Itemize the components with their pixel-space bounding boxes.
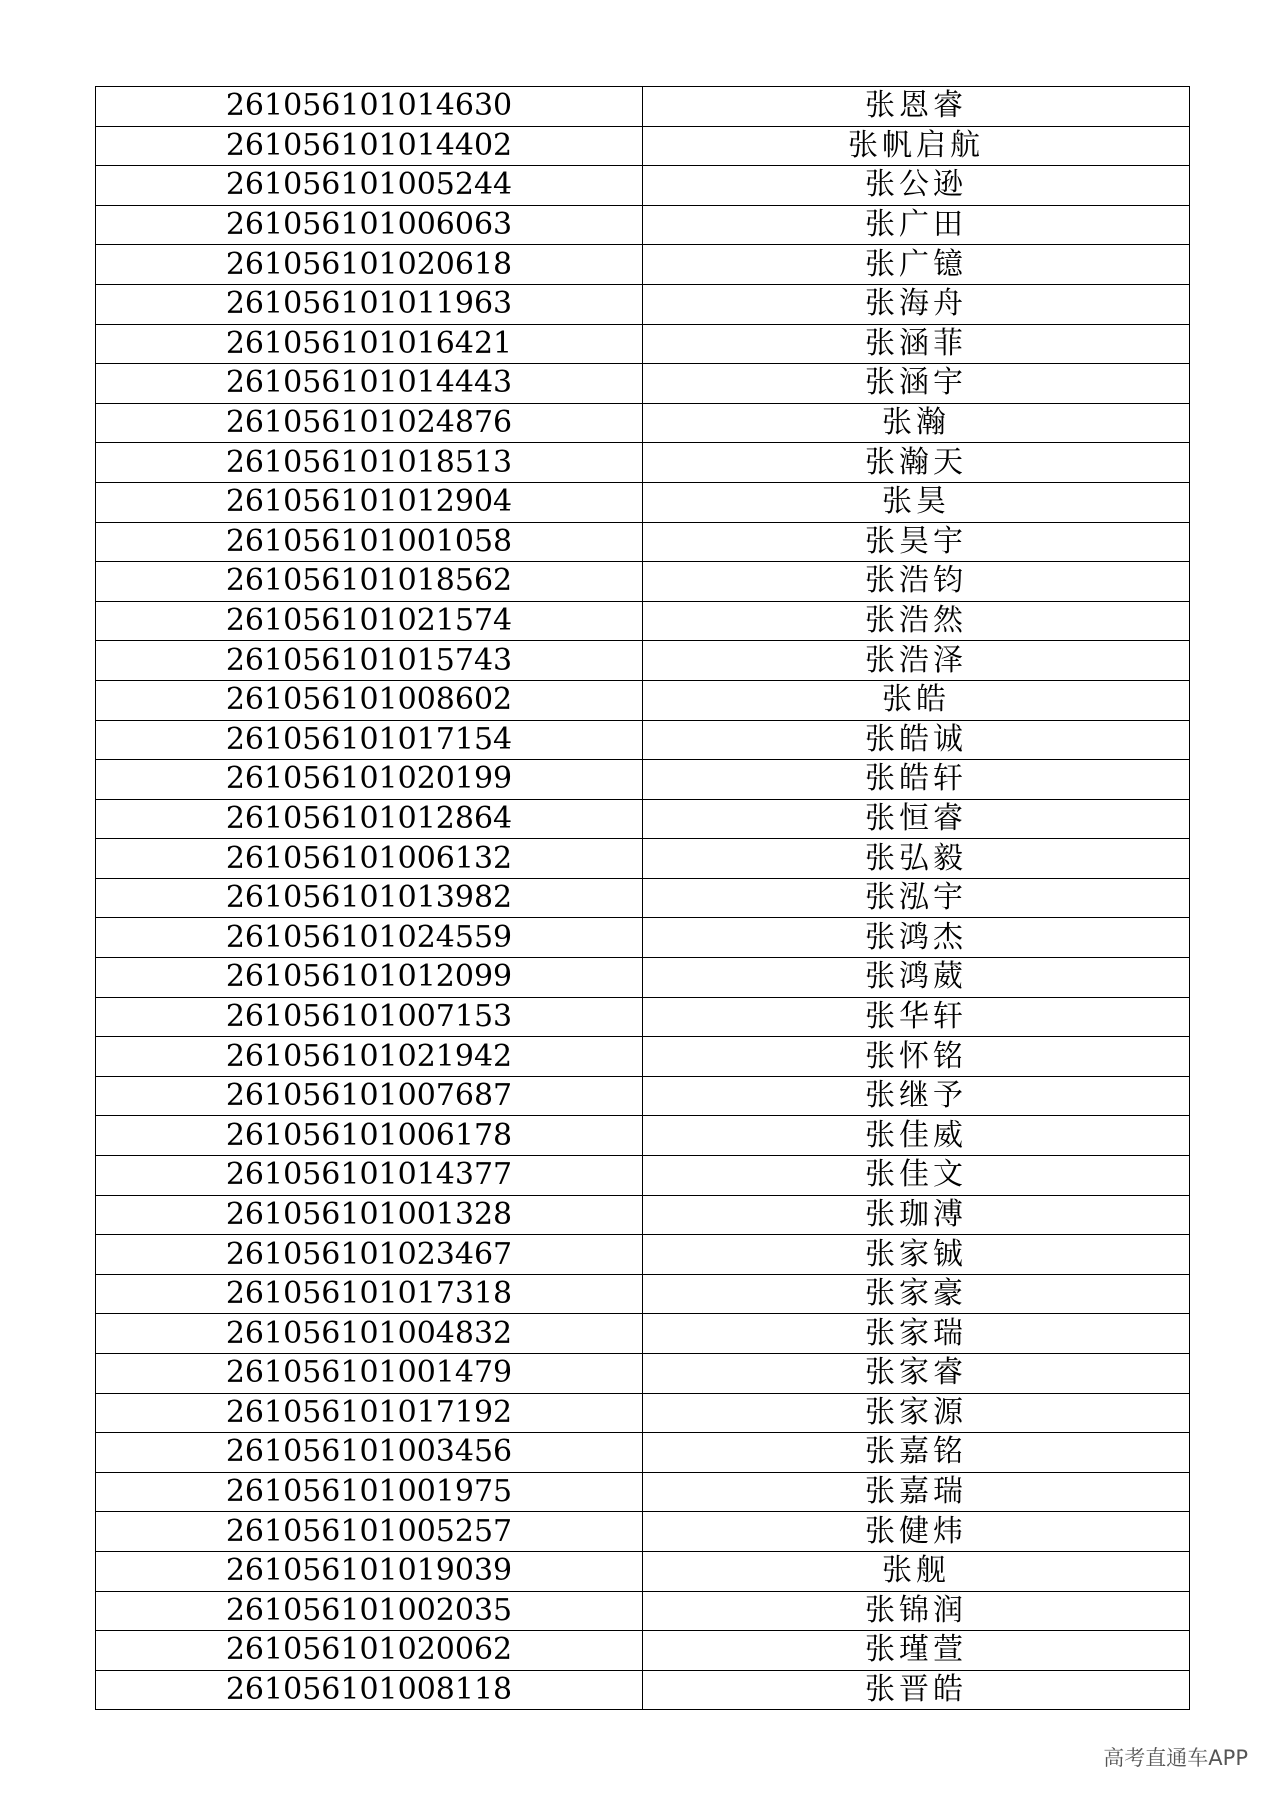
- table-row: [96, 324, 1190, 364]
- candidate-name-cell: 张皓: [643, 680, 1190, 720]
- candidate-id-cell: 261056101017154: [96, 720, 643, 760]
- candidate-id-cell: 261056101021574: [96, 601, 643, 641]
- candidate-id-cell: 261056101014443: [96, 364, 643, 404]
- candidate-name-cell: 张家源: [643, 1393, 1190, 1433]
- candidate-name-cell: 张家睿: [643, 1354, 1190, 1394]
- table-row: [96, 958, 1190, 998]
- table-row: [96, 364, 1190, 404]
- candidate-name-cell: 张帆启航: [643, 126, 1190, 166]
- candidate-id-cell: 261056101011963: [96, 284, 643, 324]
- candidate-name-cell: 张嘉瑞: [643, 1472, 1190, 1512]
- roster-table: [95, 86, 1190, 1710]
- candidate-id-cell: 261056101024559: [96, 918, 643, 958]
- table-row: [96, 1314, 1190, 1354]
- candidate-name-cell: 张弘毅: [643, 839, 1190, 879]
- candidate-id-cell: 261056101001328: [96, 1195, 643, 1235]
- candidate-name-cell: 张瑾萱: [643, 1631, 1190, 1671]
- candidate-id-cell: 261056101013982: [96, 878, 643, 918]
- candidate-name-cell: 张晋皓: [643, 1670, 1190, 1710]
- table-row: [96, 760, 1190, 800]
- candidate-name-cell: 张瀚: [643, 403, 1190, 443]
- candidate-id-cell: 261056101004832: [96, 1314, 643, 1354]
- table-row: [96, 1116, 1190, 1156]
- candidate-id-cell: 261056101006178: [96, 1116, 643, 1156]
- candidate-id-cell: 261056101008602: [96, 680, 643, 720]
- table-row: [96, 1354, 1190, 1394]
- candidate-name-cell: 张鸿杰: [643, 918, 1190, 958]
- candidate-id-cell: 261056101006063: [96, 205, 643, 245]
- candidate-name-cell: 张舰: [643, 1551, 1190, 1591]
- candidate-id-cell: 261056101016421: [96, 324, 643, 364]
- candidate-name-cell: 张继予: [643, 1076, 1190, 1116]
- table-row: [96, 1551, 1190, 1591]
- roster-body: [96, 87, 1190, 1710]
- candidate-name-cell: 张泓宇: [643, 878, 1190, 918]
- candidate-name-cell: 张广田: [643, 205, 1190, 245]
- candidate-id-cell: 261056101005244: [96, 166, 643, 206]
- candidate-id-cell: 261056101015743: [96, 641, 643, 681]
- candidate-id-cell: 261056101019039: [96, 1551, 643, 1591]
- candidate-id-cell: 261056101007153: [96, 997, 643, 1037]
- table-row: [96, 1195, 1190, 1235]
- candidate-id-cell: 261056101001058: [96, 522, 643, 562]
- candidate-id-cell: 261056101006132: [96, 839, 643, 879]
- candidate-name-cell: 张皓诚: [643, 720, 1190, 760]
- table-row: [96, 641, 1190, 681]
- candidate-id-cell: 261056101014377: [96, 1156, 643, 1196]
- candidate-id-cell: 261056101001479: [96, 1354, 643, 1394]
- candidate-name-cell: 张浩钧: [643, 562, 1190, 602]
- table-row: [96, 1472, 1190, 1512]
- candidate-name-cell: 张昊宇: [643, 522, 1190, 562]
- candidate-id-cell: 261056101003456: [96, 1433, 643, 1473]
- candidate-id-cell: 261056101020062: [96, 1631, 643, 1671]
- table-row: [96, 482, 1190, 522]
- table-row: [96, 403, 1190, 443]
- candidate-name-cell: 张锦润: [643, 1591, 1190, 1631]
- table-row: [96, 522, 1190, 562]
- table-row: [96, 1512, 1190, 1552]
- table-row: [96, 878, 1190, 918]
- table-row: [96, 1670, 1190, 1710]
- candidate-name-cell: 张嘉铭: [643, 1433, 1190, 1473]
- candidate-id-cell: 261056101021942: [96, 1037, 643, 1077]
- candidate-id-cell: 261056101018513: [96, 443, 643, 483]
- candidate-name-cell: 张佳威: [643, 1116, 1190, 1156]
- candidate-id-cell: 261056101012904: [96, 482, 643, 522]
- table-row: [96, 126, 1190, 166]
- table-row: [96, 1156, 1190, 1196]
- candidate-name-cell: 张海舟: [643, 284, 1190, 324]
- candidate-name-cell: 张家铖: [643, 1235, 1190, 1275]
- candidate-id-cell: 261056101017318: [96, 1274, 643, 1314]
- candidate-id-cell: 261056101012099: [96, 958, 643, 998]
- candidate-id-cell: 261056101007687: [96, 1076, 643, 1116]
- table-row: [96, 1591, 1190, 1631]
- table-row: [96, 601, 1190, 641]
- table-row: [96, 918, 1190, 958]
- candidate-name-cell: 张鸿葳: [643, 958, 1190, 998]
- table-row: [96, 1631, 1190, 1671]
- candidate-id-cell: 261056101014402: [96, 126, 643, 166]
- candidate-id-cell: 261056101024876: [96, 403, 643, 443]
- table-row: [96, 720, 1190, 760]
- candidate-id-cell: 261056101018562: [96, 562, 643, 602]
- candidate-name-cell: 张涵宇: [643, 364, 1190, 404]
- table-row: [96, 562, 1190, 602]
- candidate-name-cell: 张华轩: [643, 997, 1190, 1037]
- table-row: [96, 1433, 1190, 1473]
- candidate-name-cell: 张佳文: [643, 1156, 1190, 1196]
- candidate-id-cell: 261056101017192: [96, 1393, 643, 1433]
- table-row: [96, 1274, 1190, 1314]
- table-row: [96, 87, 1190, 127]
- table-row: [96, 284, 1190, 324]
- table-row: [96, 1393, 1190, 1433]
- candidate-id-cell: 261056101008118: [96, 1670, 643, 1710]
- candidate-name-cell: 张浩泽: [643, 641, 1190, 681]
- table-row: [96, 1235, 1190, 1275]
- candidate-id-cell: 261056101012864: [96, 799, 643, 839]
- candidate-name-cell: 张涵菲: [643, 324, 1190, 364]
- table-row: [96, 245, 1190, 285]
- candidate-id-cell: 261056101023467: [96, 1235, 643, 1275]
- table-row: [96, 997, 1190, 1037]
- candidate-name-cell: 张健炜: [643, 1512, 1190, 1552]
- table-row: [96, 1076, 1190, 1116]
- table-row: [96, 839, 1190, 879]
- candidate-name-cell: 张瀚天: [643, 443, 1190, 483]
- candidate-name-cell: 张皓轩: [643, 760, 1190, 800]
- watermark-text: 高考直通车APP: [1103, 1746, 1248, 1770]
- candidate-id-cell: 261056101020199: [96, 760, 643, 800]
- candidate-id-cell: 261056101020618: [96, 245, 643, 285]
- candidate-id-cell: 261056101002035: [96, 1591, 643, 1631]
- candidate-id-cell: 261056101005257: [96, 1512, 643, 1552]
- candidate-id-cell: 261056101014630: [96, 87, 643, 127]
- table-row: [96, 799, 1190, 839]
- candidate-name-cell: 张家豪: [643, 1274, 1190, 1314]
- candidate-name-cell: 张家瑞: [643, 1314, 1190, 1354]
- candidate-name-cell: 张怀铭: [643, 1037, 1190, 1077]
- candidate-name-cell: 张珈溥: [643, 1195, 1190, 1235]
- table-row: [96, 166, 1190, 206]
- table-row: [96, 205, 1190, 245]
- candidate-id-cell: 261056101001975: [96, 1472, 643, 1512]
- candidate-name-cell: 张恩睿: [643, 87, 1190, 127]
- table-row: [96, 1037, 1190, 1077]
- candidate-name-cell: 张昊: [643, 482, 1190, 522]
- candidate-name-cell: 张广镱: [643, 245, 1190, 285]
- candidate-name-cell: 张公逊: [643, 166, 1190, 206]
- candidate-name-cell: 张浩然: [643, 601, 1190, 641]
- table-row: [96, 443, 1190, 483]
- table-row: [96, 680, 1190, 720]
- candidate-name-cell: 张恒睿: [643, 799, 1190, 839]
